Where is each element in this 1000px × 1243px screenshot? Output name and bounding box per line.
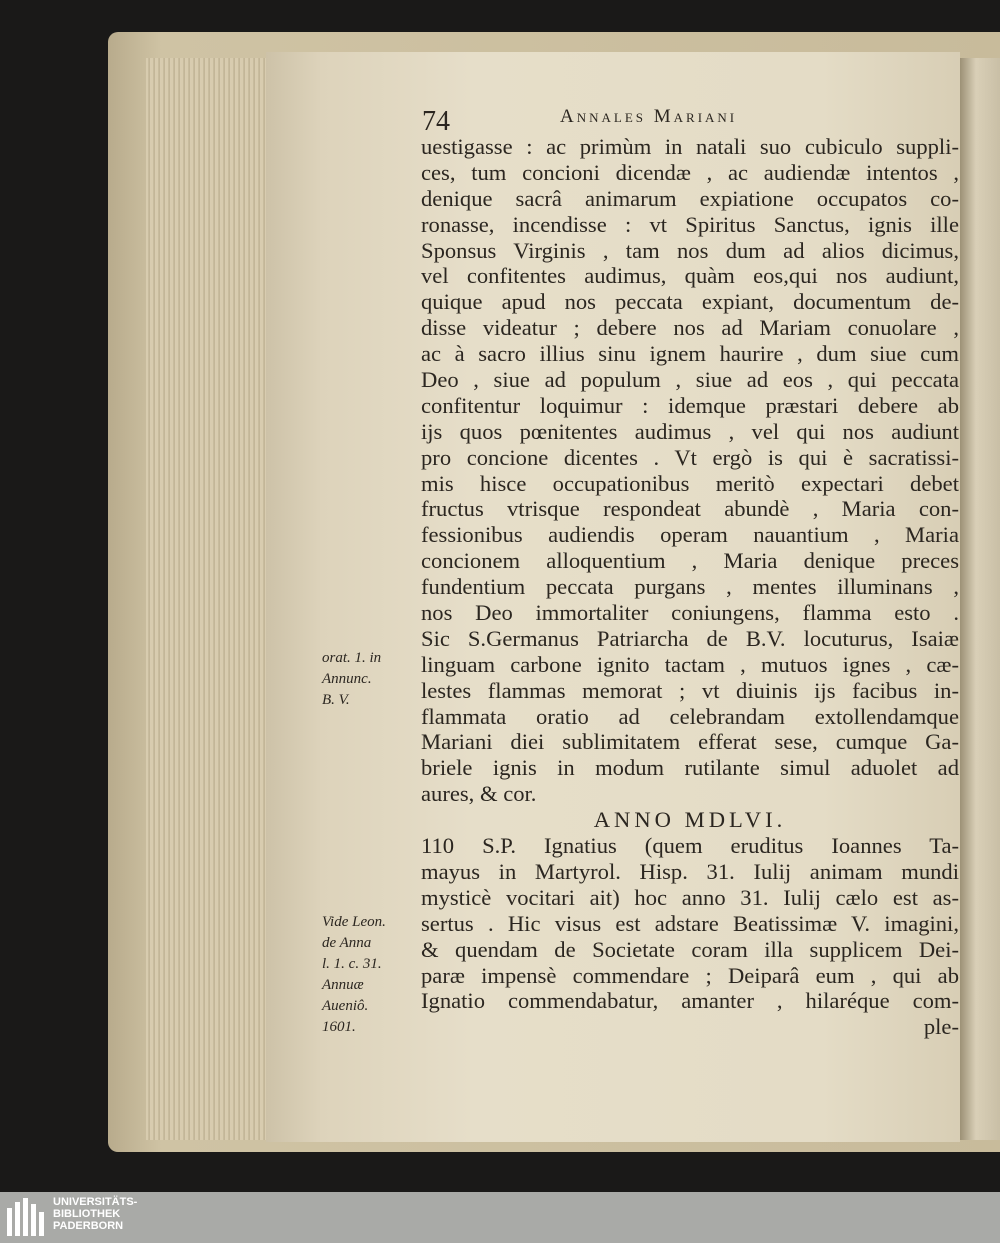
margin-note-line: Annuæ — [322, 977, 364, 993]
logo-line: PADERBORN — [53, 1220, 124, 1232]
text-line: mis hisce occupationibus meritò expectari debet — [421, 470, 959, 496]
text-line: 110 S.P. Ignatius (quem eruditus Ioannes Ta- — [421, 833, 959, 859]
text-line: aures, & cor. — [421, 781, 537, 807]
text-line: ronasse, incendisse : vt Spiritus Sanctus, ignis ille — [421, 211, 959, 237]
margin-note-line: 1601. — [322, 1019, 356, 1035]
text-line: Ignatio commendabatur, amanter , hilaréque com- — [421, 988, 959, 1014]
running-head: Annales Mariani — [560, 106, 738, 127]
section-heading: ANNO MDLVI. — [593, 807, 787, 833]
text-line: fundentium peccata purgans , mentes illuminans , — [421, 574, 959, 600]
library-logo-text — [53, 1196, 137, 1232]
text-line: nos Deo immortaliter coniungens, flamma esto . — [421, 600, 959, 626]
margin-note-line: orat. 1. in — [322, 650, 382, 666]
margin-note-line: Vide Leon. — [322, 914, 386, 930]
logo-line: UNIVERSITÄTS- — [53, 1196, 138, 1208]
margin-note — [322, 912, 386, 1038]
margin-note-line: Annunc. — [322, 671, 372, 687]
logo-line: BIBLIOTHEK — [53, 1208, 121, 1220]
margin-note — [322, 648, 381, 711]
text-line: & quendam de Societate coram illa supplicem Dei- — [421, 936, 959, 962]
margin-note-line: l. 1. c. 31. — [322, 956, 382, 972]
text-line: concionem alloquentium , Maria denique preces — [421, 548, 959, 574]
text-line: mayus in Martyrol. Hisp. 31. Iulij animam mundi — [421, 858, 959, 884]
text-line: confitentur loquimur : idemque præstari debere ab — [421, 392, 959, 418]
text-line: denique sacrâ animarum expiatione occupatos co- — [421, 185, 959, 211]
text-line: mysticè vocitari ait) hoc anno 31. Iulij cælo est as- — [421, 884, 959, 910]
page-number: 74 — [422, 106, 450, 137]
text-line: sertus . Hic visus est adstare Beatissimæ V. imagini, — [421, 910, 959, 936]
text-line: fructus vtrisque respondeat abundè , Maria con- — [421, 496, 959, 522]
text-line: ac à sacro illius sinu ignem haurire , dum siue cum — [421, 341, 959, 367]
text-line: fessionibus audiendis operam nauantium , Maria — [421, 522, 959, 548]
body-text — [421, 134, 961, 1040]
page-stack-edges — [146, 58, 269, 1140]
text-line: paræ impensè commendare ; Deiparâ eum , qui ab — [421, 962, 959, 988]
text-line: briele ignis in modum rutilante simul aduolet ad — [421, 755, 959, 781]
library-footer-bar — [0, 1192, 1000, 1243]
text-line: vel confitentes audimus, quàm eos,qui nos audiunt, — [421, 263, 959, 289]
catchword: ple- — [923, 1014, 959, 1040]
text-line: disse videatur ; debere nos ad Mariam conuolare , — [421, 315, 959, 341]
text-line: Sponsus Virginis , tam nos dum ad alios dicimus, — [421, 237, 959, 263]
text-line: quique apud nos peccata expiant, documentum de- — [421, 289, 959, 315]
text-line: pro concione dicentes . Vt ergò is qui è sacratissi- — [421, 444, 959, 470]
margin-note-line: B. V. — [322, 692, 350, 708]
text-line: Mariani diei sublimitatem efferat sese, cumque Ga- — [421, 729, 959, 755]
margin-note-line: Aueniô. — [322, 998, 369, 1014]
text-line: linguam carbone ignito tactam , mutuos ignes , cæ- — [421, 651, 959, 677]
facing-page-edge — [960, 58, 1000, 1140]
text-line: Sic S.Germanus Patriarcha de B.V. locuturus, Isaiæ — [421, 625, 959, 651]
text-line: ces, tum concioni dicendæ , ac audiendæ intentos , — [421, 159, 959, 185]
text-line: Deo , siue ad populum , siue ad eos , qui peccata — [421, 367, 959, 393]
text-line: flammata oratio ad celebrandam extollendamque — [421, 703, 959, 729]
text-line: lestes flammas memorat ; vt diuinis ijs facibus in- — [421, 677, 959, 703]
library-logo-icon — [7, 1198, 47, 1236]
margin-note-line: de Anna — [322, 935, 372, 951]
text-line: ijs quos pœnitentes audimus , vel qui nos audiunt — [421, 418, 959, 444]
text-line: uestigasse : ac primùm in natali suo cubiculo suppli- — [421, 134, 959, 159]
